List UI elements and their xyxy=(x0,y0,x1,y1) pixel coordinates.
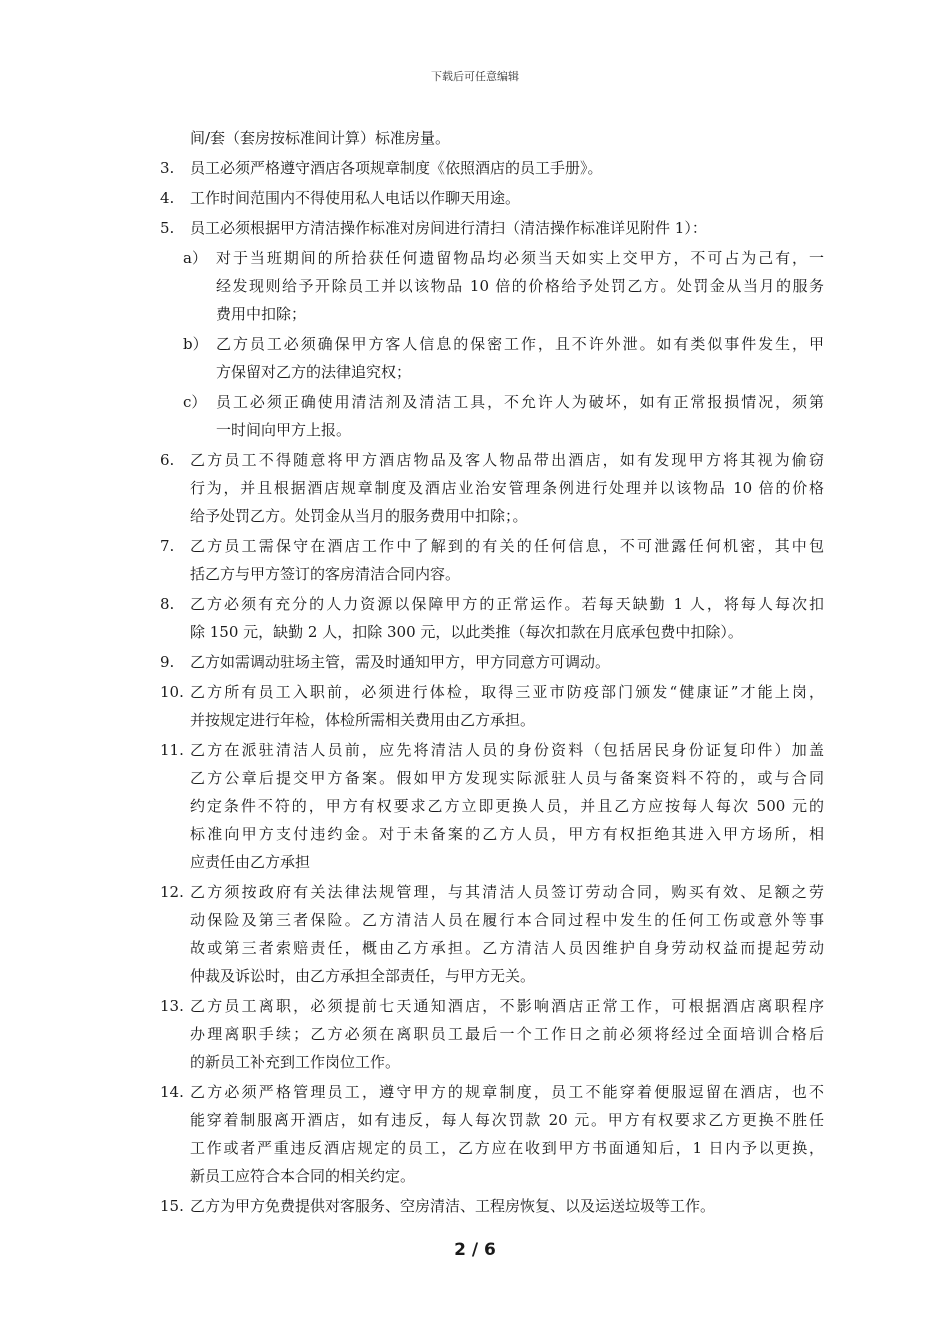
clause-text: 乙方必须严格管理员工，遵守甲方的规章制度，员工不能穿着便服逗留在酒店，也不 xyxy=(190,1083,824,1101)
clause-text: 经发现则给予开除员工并以该物品 10 倍的价格给予处罚乙方。处罚金从当月的服务 xyxy=(216,277,824,295)
clause-text: 员工必须严格遵守酒店各项规章制度《依照酒店的员工手册》。 xyxy=(190,159,603,177)
text-line xyxy=(0,590,950,618)
clause-text: 故或第三者索赔责任，概由乙方承担。乙方清洁人员因维护自身劳动权益而提起劳动 xyxy=(190,939,824,957)
clause xyxy=(0,1192,950,1220)
text-line xyxy=(0,1106,950,1134)
text-line xyxy=(0,358,950,386)
clause-text: 约定条件不符的，甲方有权要求乙方立即更换人员，并且乙方应按每人每次 500 元的 xyxy=(190,797,824,815)
clause xyxy=(0,214,950,242)
text-line xyxy=(0,154,950,182)
clause-text: 间/套（套房按标准间计算）标准房量。 xyxy=(190,129,451,147)
text-line xyxy=(0,416,950,444)
clause-number: 10. xyxy=(160,683,184,701)
text-line xyxy=(0,1162,950,1190)
clause xyxy=(0,736,950,876)
clause-text: 员工必须根据甲方清洁操作标准对房间进行清扫（清洁操作标准详见附件 1）： xyxy=(190,219,707,237)
text-line xyxy=(0,184,950,212)
clause-text: 标准向甲方支付违约金。对于未备案的乙方人员，甲方有权拒绝其进入甲方场所，相 xyxy=(190,825,824,843)
text-line xyxy=(0,736,950,764)
clause-text: 应责任由乙方承担 xyxy=(190,853,311,871)
clause-text: 办理离职手续；乙方必须在离职员工最后一个工作日之前必须将经过全面培训合格后 xyxy=(190,1025,824,1043)
clause xyxy=(0,446,950,530)
text-line xyxy=(0,848,950,876)
text-line xyxy=(0,446,950,474)
clause-text: 的新员工补充到工作岗位工作。 xyxy=(190,1053,401,1071)
clause-spacer xyxy=(0,1220,950,1222)
clause xyxy=(0,532,950,588)
clause-number: 7. xyxy=(160,537,175,555)
clause xyxy=(0,590,950,646)
text-line xyxy=(0,934,950,962)
text-line xyxy=(0,648,950,676)
clause-text: 乙方在派驻清洁人员前，应先将清洁人员的身份资料（包括居民身份证复印件）加盖 xyxy=(190,741,824,759)
clause xyxy=(0,678,950,734)
clause-number: 13. xyxy=(160,997,184,1015)
text-line xyxy=(0,560,950,588)
clause-text: 乙方公章后提交甲方备案。假如甲方发现实际派驻人员与备案资料不符的，或与合同 xyxy=(190,769,824,787)
text-line xyxy=(0,764,950,792)
clause-number: 4. xyxy=(160,189,175,207)
text-line xyxy=(0,1048,950,1076)
sub-clause xyxy=(0,244,950,328)
sub-clause-label: c） xyxy=(183,393,207,411)
clause xyxy=(0,124,950,152)
text-line xyxy=(0,706,950,734)
clause xyxy=(0,154,950,182)
text-line xyxy=(0,474,950,502)
clause-text: 能穿着制服离开酒店，如有违反，每人每次罚款 20 元。甲方有权要求乙方更换不胜任 xyxy=(190,1111,824,1129)
sub-clause-label: a） xyxy=(183,249,207,267)
sub-clause xyxy=(0,388,950,444)
clause-text: 员工必须正确使用清洁剂及清洁工具，不允许人为破坏，如有正常报损情况，须第 xyxy=(216,393,824,411)
text-line xyxy=(0,214,950,242)
clause-text: 费用中扣除； xyxy=(216,305,307,323)
clause-text: 动保险及第三者保险。乙方清洁人员在履行本合同过程中发生的任何工伤或意外等事 xyxy=(190,911,824,929)
text-line xyxy=(0,1192,950,1220)
clause-text: 工作或者严重违反酒店规定的员工，乙方应在收到甲方书面通知后，1 日内予以更换， xyxy=(190,1139,824,1157)
text-line xyxy=(0,820,950,848)
text-line xyxy=(0,962,950,990)
clause-text: 仲裁及诉讼时，由乙方承担全部责任，与甲方无关。 xyxy=(190,967,536,985)
clause-text: 对于当班期间的所拾获任何遗留物品均必须当天如实上交甲方，不可占为己有，一 xyxy=(216,249,824,267)
clause-text: 工作时间范围内不得使用私人电话以作聊天用途。 xyxy=(190,189,521,207)
clause-number: 9. xyxy=(160,653,175,671)
text-line xyxy=(0,992,950,1020)
text-line xyxy=(0,1134,950,1162)
clause-text: 乙方员工需保守在酒店工作中了解到的有关的任何信息，不可泄露任何机密，其中包 xyxy=(190,537,824,555)
clause-text: 括乙方与甲方签订的客房清洁合同内容。 xyxy=(190,565,461,583)
clause-text: 乙方员工离职，必须提前七天通知酒店，不影响酒店正常工作，可根据酒店离职程序 xyxy=(190,997,824,1015)
clause-text: 乙方如需调动驻场主管，需及时通知甲方，甲方同意方可调动。 xyxy=(190,653,611,671)
page-header: 下载后可任意编辑 xyxy=(431,70,519,83)
text-line xyxy=(0,1020,950,1048)
clause xyxy=(0,184,950,212)
text-line xyxy=(0,906,950,934)
clause-text: 乙方员工必须确保甲方客人信息的保密工作，且不许外泄。如有类似事件发生，甲 xyxy=(216,335,824,353)
sub-clause xyxy=(0,330,950,386)
clause-text: 乙方员工不得随意将甲方酒店物品及客人物品带出酒店，如有发现甲方将其视为偷窃 xyxy=(190,451,824,469)
clause-number: 8. xyxy=(160,595,175,613)
clause-number: 12. xyxy=(160,883,184,901)
clause xyxy=(0,992,950,1076)
clause-number: 14. xyxy=(160,1083,184,1101)
clause-text: 方保留对乙方的法律追究权； xyxy=(216,363,412,381)
document-body xyxy=(0,124,950,1222)
text-line xyxy=(0,244,950,272)
clause-number: 6. xyxy=(160,451,175,469)
clause-text: 给予处罚乙方。处罚金从当月的服务费用中扣除；。 xyxy=(190,507,528,525)
text-line xyxy=(0,502,950,530)
text-line xyxy=(0,388,950,416)
clause xyxy=(0,1078,950,1190)
text-line xyxy=(0,124,950,152)
text-line xyxy=(0,532,950,560)
clause-text: 乙方所有员工入职前，必须进行体检，取得三亚市防疫部门颁发“健康证”才能上岗， xyxy=(190,683,824,701)
clause-number: 3. xyxy=(160,159,175,177)
clause-text: 一时间向甲方上报。 xyxy=(216,421,352,439)
clause-text: 乙方必须有充分的人力资源以保障甲方的正常运作。若每天缺勤 1 人，将每人每次扣 xyxy=(190,595,824,613)
text-line xyxy=(0,878,950,906)
clause-text: 新员工应符合本合同的相关约定。 xyxy=(190,1167,416,1185)
clause xyxy=(0,878,950,990)
text-line xyxy=(0,618,950,646)
clause-text: 除 150 元，缺勤 2 人，扣除 300 元，以此类推（每次扣款在月底承包费中扣除）。 xyxy=(190,623,743,641)
page-number: 2 / 6 xyxy=(454,1240,496,1260)
text-line xyxy=(0,1078,950,1106)
clause-number: 5. xyxy=(160,219,175,237)
text-line xyxy=(0,678,950,706)
clause-number: 15. xyxy=(160,1197,184,1215)
text-line xyxy=(0,300,950,328)
clause xyxy=(0,648,950,676)
clause-text: 乙方须按政府有关法律法规管理，与其清洁人员签订劳动合同，购买有效、足额之劳 xyxy=(190,883,824,901)
clause-text: 并按规定进行年检，体检所需相关费用由乙方承担。 xyxy=(190,711,536,729)
text-line xyxy=(0,330,950,358)
sub-clause-label: b） xyxy=(183,335,208,353)
clause-text: 乙方为甲方免费提供对客服务、空房清洁、工程房恢复、以及运送垃圾等工作。 xyxy=(190,1197,716,1215)
clause-text: 行为，并且根据酒店规章制度及酒店业治安管理条例进行处理并以该物品 10 倍的价格 xyxy=(190,479,824,497)
text-line xyxy=(0,272,950,300)
clause-number: 11. xyxy=(160,741,184,759)
text-line xyxy=(0,792,950,820)
